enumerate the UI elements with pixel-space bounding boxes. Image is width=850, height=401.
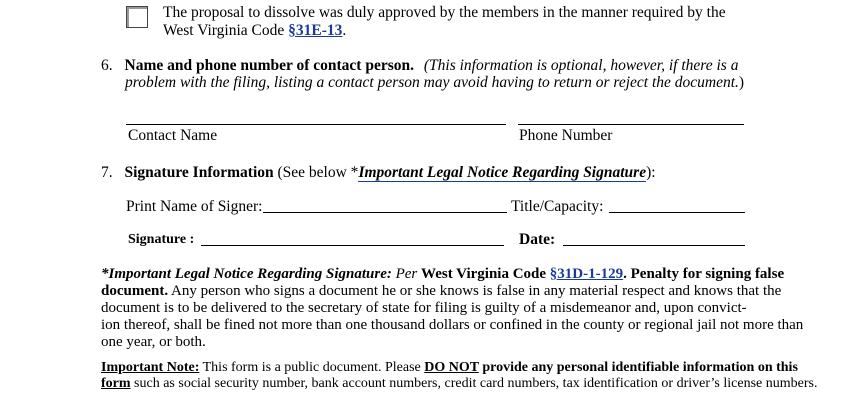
legal-notice-line-2 <box>101 283 782 300</box>
section-7-close: ): <box>646 164 656 181</box>
legal-notice-line-4: ion thereof, shall be fined not more than one thousand dollars or confined in the county or regional jail not more than <box>101 317 804 333</box>
section-6-title: Name and phone number of contact person. <box>124 57 414 74</box>
legal-notice-block <box>101 266 804 351</box>
code-31d-1-129-link[interactable]: §31D-1-129 <box>549 266 624 282</box>
print-name-field[interactable] <box>263 196 507 213</box>
legal-notice-penalty: . Penalty for signing false <box>623 266 785 282</box>
date-label: Date: <box>519 231 556 248</box>
important-note-label: Important Note: <box>101 360 200 375</box>
approval-suffix: . <box>342 22 347 39</box>
date-field[interactable] <box>563 229 745 246</box>
legal-notice-text-2: Any person who signs a document he or she knows is false in any material respect and knows that the <box>168 283 782 299</box>
important-note-text-1: This form is a public document. Please <box>199 360 425 375</box>
title-capacity-field[interactable] <box>609 196 745 213</box>
legal-notice-per: Per <box>391 266 422 282</box>
important-note-text-2: provide any personal identifiable information on this <box>478 360 798 375</box>
legal-notice-line-5: one year, or both. <box>101 334 206 350</box>
important-note-line-1 <box>101 360 817 376</box>
approval-line-1 <box>163 3 726 22</box>
signature-notice-link[interactable]: Important Legal Notice Regarding Signature <box>358 164 647 181</box>
section-6-number: 6. <box>101 57 113 74</box>
legal-notice-document-word: document. <box>101 283 169 299</box>
legal-notice-line-1 <box>101 266 785 283</box>
important-note-form-word: form <box>101 376 131 391</box>
section-7-see-below: (See below * <box>273 164 359 181</box>
approval-checkbox[interactable] <box>126 6 148 28</box>
phone-number-field[interactable] <box>518 108 744 125</box>
code-31e-13-link[interactable]: §31E-13 <box>288 22 343 39</box>
section-7-heading <box>101 163 656 182</box>
approval-line-2 <box>163 21 346 40</box>
important-note-text-3: such as social security number, bank account numbers, credit card numbers, tax identification or driver’s license numbers. <box>130 376 818 391</box>
phone-number-label: Phone Number <box>519 127 613 144</box>
important-note-line-2 <box>101 376 817 392</box>
legal-notice-line-3: document is to be delivered to the secretary of state for filing is guilty of a misdemeanor and, upon convict- <box>101 300 747 316</box>
important-note-do-not: DO NOT <box>424 360 479 375</box>
approval-text: The proposal to dissolve was duly approved by the members in the manner required by the <box>163 4 726 21</box>
section-6-note-2: problem with the filing, listing a contact person may avoid having to return or reject the document. <box>125 74 739 91</box>
contact-name-field[interactable] <box>126 108 506 125</box>
section-6-note-close: ) <box>738 74 745 91</box>
section-6-note-line <box>125 73 744 92</box>
signature-label: Signature : <box>128 232 195 247</box>
approval-code-prefix: West Virginia Code <box>163 22 289 39</box>
legal-notice-title: *Important Legal Notice Regarding Signature: <box>101 266 392 282</box>
important-note-block <box>101 360 817 392</box>
print-name-label: Print Name of Signer: <box>126 198 263 215</box>
section-7-number: 7. <box>101 164 113 181</box>
legal-notice-code-name: West Virginia Code <box>421 266 550 282</box>
title-capacity-label: Title/Capacity: <box>511 198 604 215</box>
contact-name-label: Contact Name <box>128 127 218 144</box>
signature-field[interactable] <box>201 229 504 246</box>
section-7-title: Signature Information <box>124 164 274 181</box>
section-6-note-1: (This information is optional, however, if there is a <box>423 57 739 74</box>
